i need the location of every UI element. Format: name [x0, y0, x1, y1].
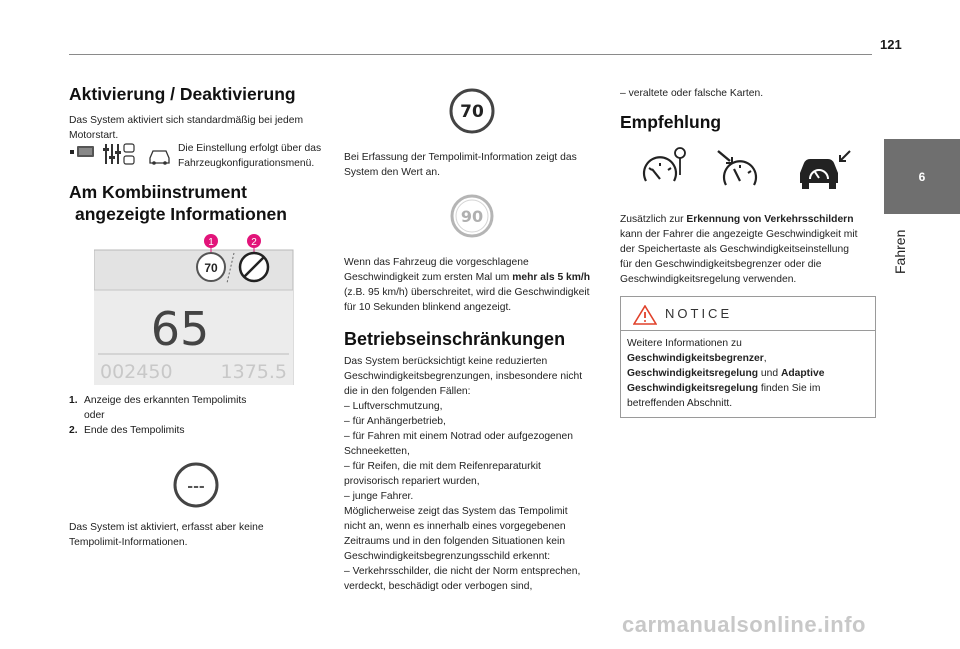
- sign2-line3: (z.B. 95 km/h) überschreitet, wird die Geschwindigkeit: [344, 287, 590, 298]
- dash-sign-text: ---: [187, 479, 205, 495]
- rec-line5: Geschwindigkeitsregelung verwenden.: [620, 274, 797, 285]
- watermark-logo[interactable]: carmanualsonline.info: [622, 612, 866, 637]
- limitations-line: Zeitraums und in den folgenden Situationen kein: [344, 536, 565, 547]
- cluster-odometer: 002450: [100, 361, 173, 383]
- recommendation-text: [620, 212, 880, 287]
- rec-line1-bold: Erkennung von Verkehrsschildern: [686, 214, 854, 225]
- no-info-sign-icon: [172, 461, 220, 514]
- list-text-cont: oder: [84, 410, 105, 421]
- limitations-line: Schneeketten,: [344, 446, 410, 457]
- section-heading-cluster-line2: angezeigte Informationen: [75, 204, 287, 224]
- rec-line1a: Zusätzlich zur: [620, 214, 687, 225]
- section-heading-limitations: Betriebseinschränkungen: [344, 329, 566, 349]
- limitations-line: nicht an, wenn es innerhalb eines vorgegebenen: [344, 521, 566, 532]
- no-info-text: [69, 520, 334, 550]
- page-number: 121: [880, 37, 902, 52]
- sign1-line2: System den Wert an.: [344, 167, 440, 178]
- sign1-line1: Bei Erfassung der Tempolimit-Information zeigt das: [344, 152, 577, 163]
- sign-70-text: 70: [460, 102, 484, 122]
- section-heading-recommendation: Empfehlung: [620, 112, 722, 132]
- notice-link-cruise-control: Geschwindigkeitsregelung: [627, 368, 759, 379]
- marker-1-label: 1: [208, 237, 214, 248]
- speedometer-set-icon: [644, 148, 685, 181]
- instrument-cluster-illustration: [94, 228, 294, 385]
- warning-triangle-icon: [633, 305, 657, 325]
- car-speed-icon: [800, 151, 850, 189]
- sign2-line2-bold: mehr als 5 km/h: [512, 272, 591, 283]
- limitations-line: Geschwindigkeitsbegrenzungsschild erkennt:: [344, 551, 551, 562]
- chapter-tab[interactable]: 6: [884, 139, 960, 214]
- notice-text: [627, 336, 871, 411]
- cluster-speed: 65: [150, 302, 210, 356]
- notice-link-speed-limiter: Geschwindigkeitsbegrenzer: [627, 353, 764, 364]
- notice-adaptive: Adaptive: [780, 368, 825, 379]
- cluster-sign-speed: 70: [204, 261, 218, 275]
- cluster-trip: 1375.5: [220, 361, 287, 383]
- notice-link-acc: Geschwindigkeitsregelung: [627, 383, 759, 394]
- limitations-line: – junge Fahrer.: [344, 491, 414, 502]
- limitations-text: [344, 354, 609, 594]
- rec-line2: kann der Fahrer die angezeigte Geschwindigkeit mit: [620, 229, 858, 240]
- list-number: 2.: [69, 425, 78, 436]
- notice-and: und: [758, 368, 781, 379]
- limitations-line: – für Fahren mit einem Notrad oder aufgezogenen: [344, 431, 573, 442]
- notice-line4-tail: finden Sie im: [758, 383, 821, 394]
- limitations-line: – für Anhängerbetrieb,: [344, 416, 446, 427]
- limitations-line: Geschwindigkeitsbegrenzungen, insbesondere nicht: [344, 371, 583, 382]
- activation-intro: Das System aktiviert sich standardmäßig bei jedem Motorstart.: [69, 115, 304, 141]
- notice-title: NOTICE: [665, 306, 733, 321]
- sign2-line2a: Geschwindigkeit zum ersten Mal um: [344, 272, 513, 283]
- limitations-line: die in den folgenden Fällen:: [344, 386, 471, 397]
- limitations-line: Möglicherweise zeigt das System das Tempolimit: [344, 506, 568, 517]
- sign2-line1: Wenn das Fahrzeug die vorgeschlagene: [344, 257, 529, 268]
- notice-box: [620, 296, 876, 418]
- limitations-line: – Verkehrsschilder, die nicht der Norm entsprechen,: [344, 566, 581, 577]
- list-text: Anzeige des erkannten Tempolimits: [84, 395, 247, 406]
- no-info-line1: Das System ist aktiviert, erfasst aber keine: [69, 522, 264, 533]
- list-number: 1.: [69, 395, 78, 406]
- list-text: Ende des Tempolimits: [84, 425, 185, 436]
- limitations-line: verdeckt, beschädigt oder verbogen sind,: [344, 581, 533, 592]
- settings-icons: [70, 142, 174, 170]
- list-item: [69, 393, 334, 423]
- header-divider: [69, 54, 872, 55]
- chapter-label: [890, 214, 914, 274]
- outdated-maps-item: – veraltete oder falsche Karten.: [620, 88, 764, 99]
- sign1-description: [344, 150, 609, 180]
- sign2-line4: für 10 Sekunden blinkend angezeigt.: [344, 302, 512, 313]
- notice-line5: betreffenden Abschnitt.: [627, 398, 733, 409]
- limitations-line: Das System berücksichtigt keine reduzierten: [344, 356, 548, 367]
- speedometer-arrow-icon: [718, 151, 756, 185]
- list-item: [69, 423, 334, 438]
- speed-90-sign-icon: [449, 193, 495, 244]
- sign2-description: [344, 255, 609, 315]
- recommendation-icons: [640, 145, 852, 193]
- no-info-line2: Tempolimit-Informationen.: [69, 537, 188, 548]
- marker-2-label: 2: [251, 237, 257, 248]
- notice-header: [621, 297, 875, 331]
- chapter-label-text: Fahren: [892, 229, 908, 274]
- rec-line3: der Speichertaste als Geschwindigkeitseinstellung: [620, 244, 849, 255]
- rec-line4: für den Geschwindigkeitsbegrenzer oder die: [620, 259, 822, 270]
- limitations-line: – für Reifen, die mit dem Reifenreparaturkit: [344, 461, 541, 472]
- section-heading-activation: Aktivierung / Deaktivierung: [69, 84, 296, 104]
- sign-90-text: 90: [460, 207, 484, 226]
- limitations-line: – Luftverschmutzung,: [344, 401, 443, 412]
- menu-icon: [70, 142, 174, 170]
- settings-note: Die Einstellung erfolgt über das Fahrzeugkonfigurationsmenü.: [178, 143, 322, 169]
- speed-70-sign-icon: [448, 87, 496, 140]
- section-heading-cluster-line1: Am Kombiinstrument: [69, 182, 247, 202]
- notice-line1: Weitere Informationen zu: [627, 338, 742, 349]
- notice-comma: ,: [763, 353, 767, 364]
- limitations-line: provisorisch repariert wurden,: [344, 476, 480, 487]
